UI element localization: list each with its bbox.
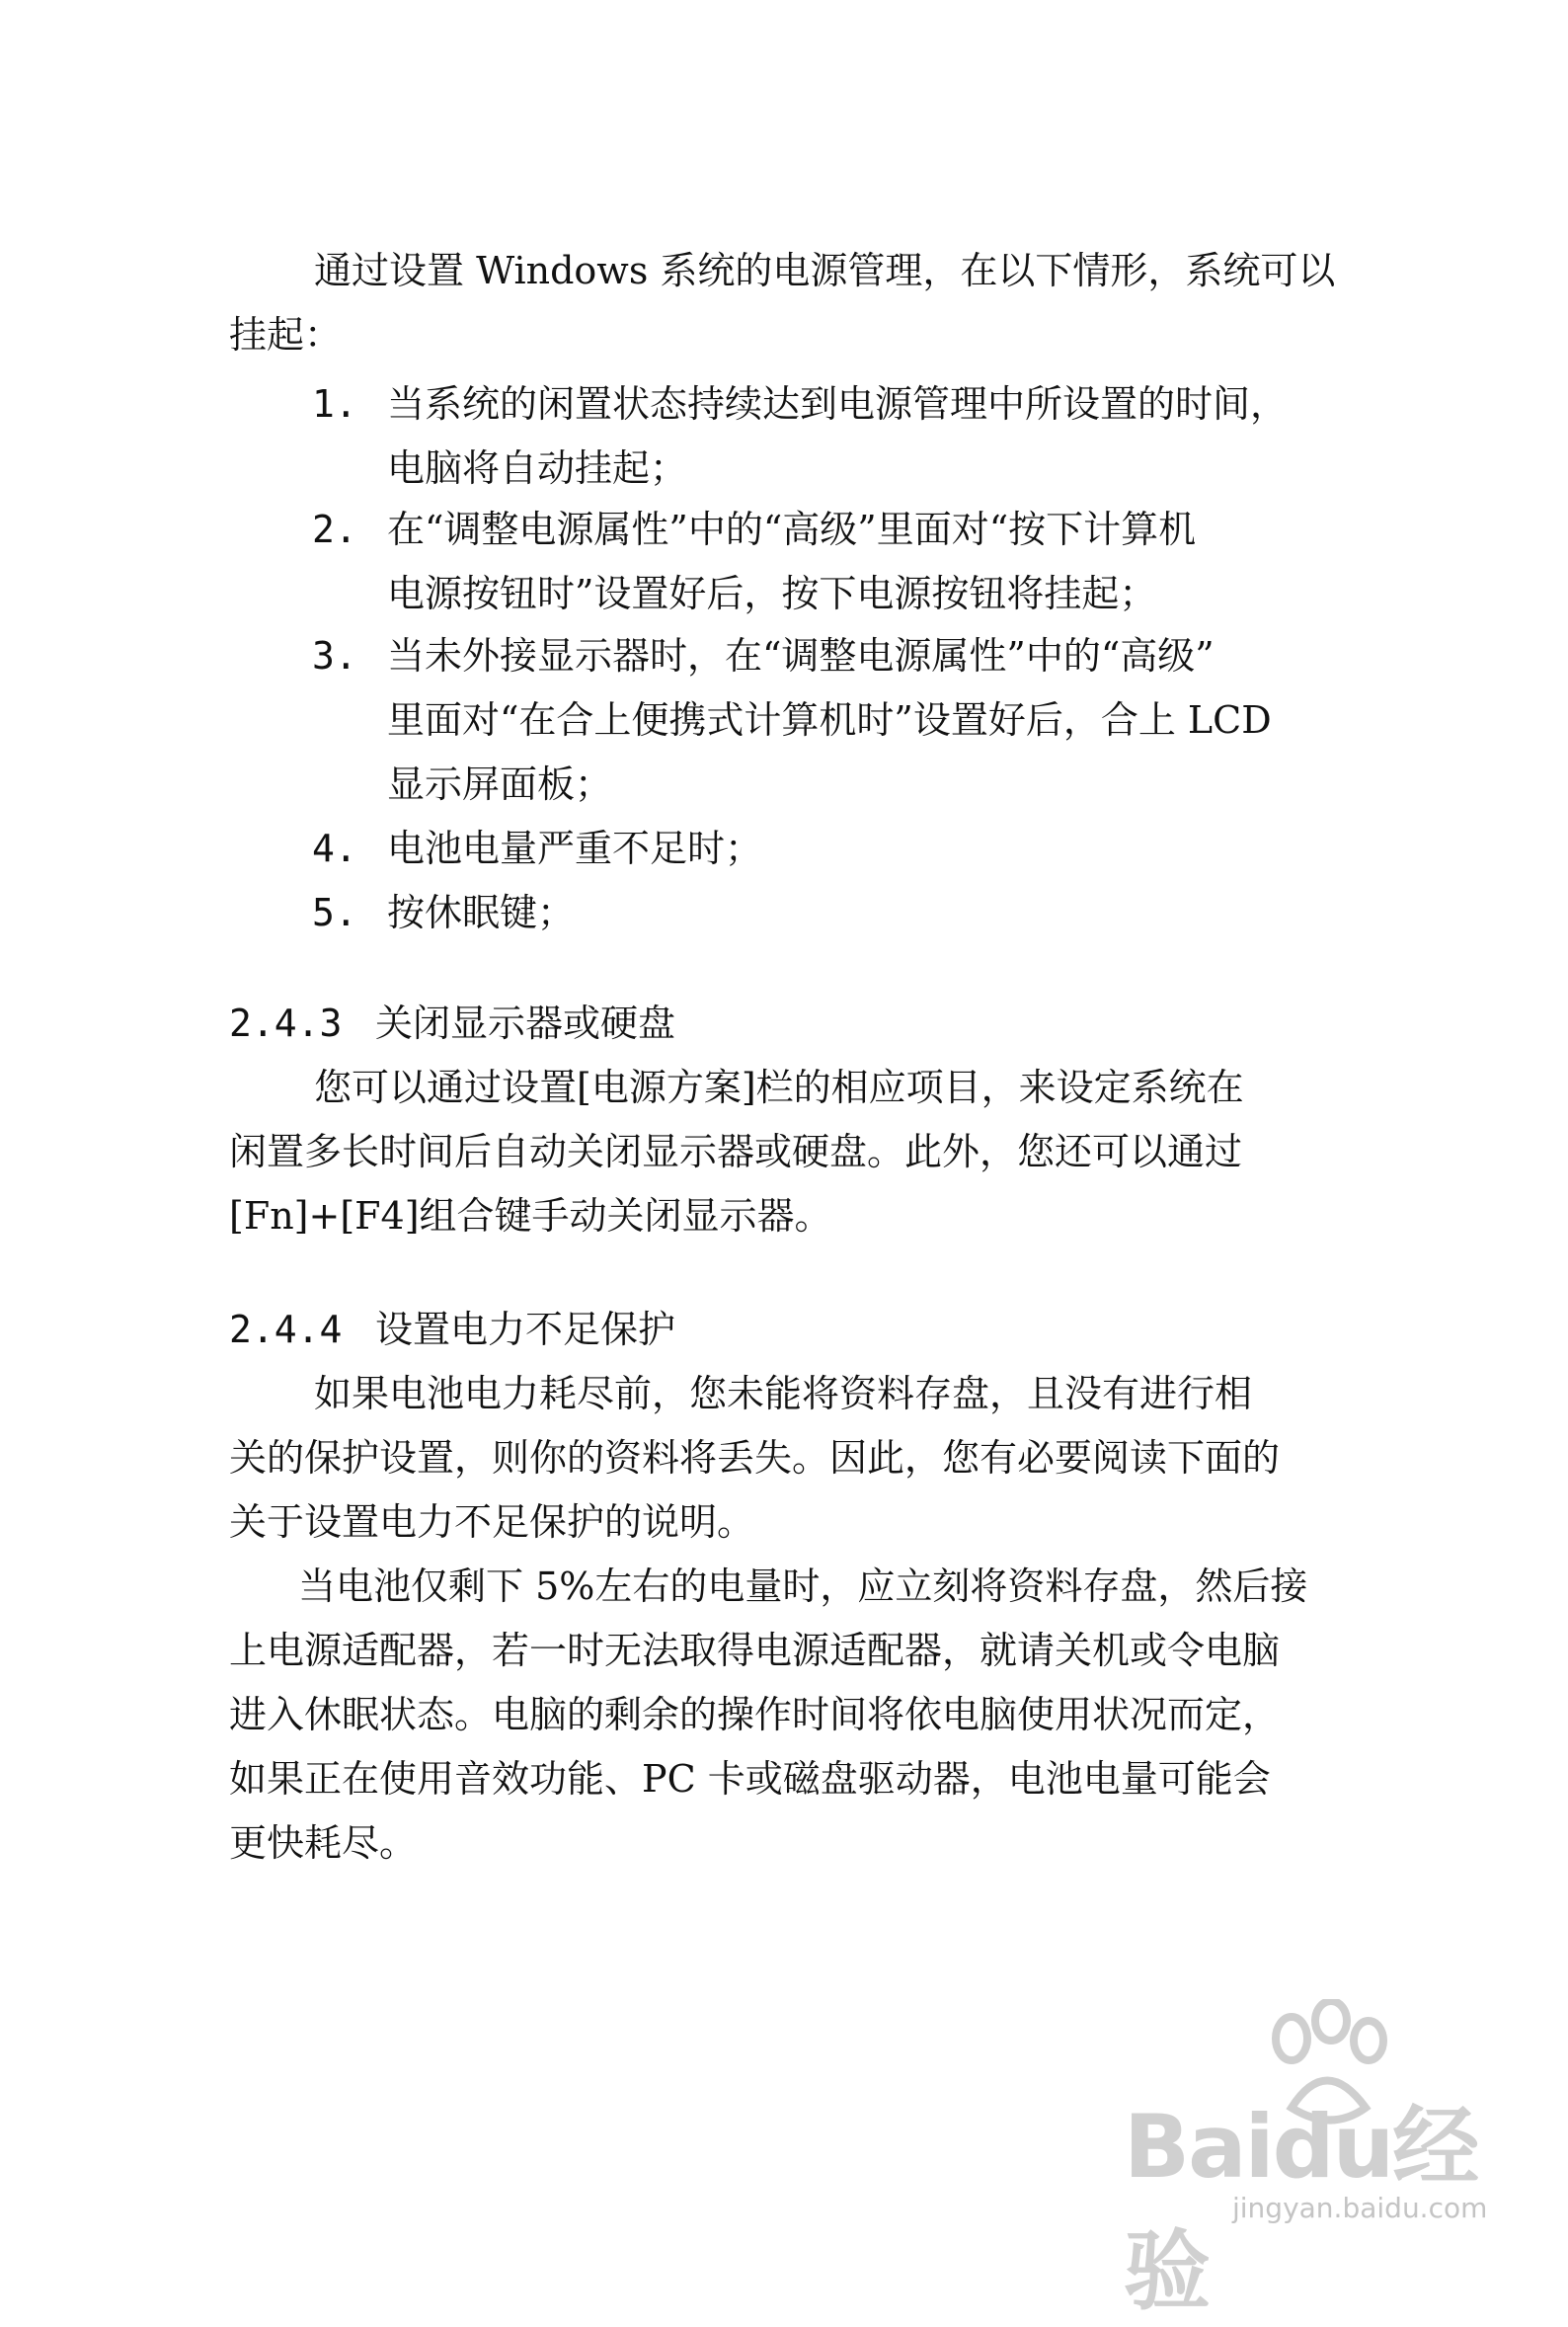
list-item-line: 当系统的闲置状态持续达到电源管理中所设置的时间，	[387, 382, 1289, 426]
paragraph-line: 上电源适配器，若一时无法取得电源适配器，就请关机或令电脑	[229, 1629, 1281, 1672]
paragraph-line: 闲置多长时间后自动关闭显示器或硬盘。此外，您还可以通过	[229, 1130, 1243, 1173]
intro-line-2: 挂起：	[229, 313, 343, 357]
paragraph-line: 如果电池电力耗尽前，您未能将资料存盘，且没有进行相	[314, 1372, 1253, 1415]
list-item-number: 4.	[312, 827, 357, 870]
section-number: 2.4.3	[229, 1002, 343, 1045]
list-item-line: 显示屏面板；	[387, 762, 613, 806]
list-item-line: 电脑将自动挂起；	[387, 446, 688, 490]
baidu-watermark	[1104, 1999, 1538, 2322]
paragraph-line: 进入休眠状态。电脑的剩余的操作时间将依电脑使用状况而定，	[229, 1693, 1281, 1736]
paragraph-line: 如果正在使用音效功能、PC 卡或磁盘驱动器，电池电量可能会	[229, 1757, 1271, 1801]
paragraph-line: 更快耗尽。	[229, 1821, 418, 1865]
paragraph-line: 当电池仅剩下 5%左右的电量时，应立刻将资料存盘，然后接	[298, 1565, 1308, 1608]
list-item-number: 3.	[312, 634, 357, 678]
section-title: 关闭显示器或硬盘	[375, 1002, 676, 1045]
section-title: 设置电力不足保护	[375, 1308, 676, 1351]
list-item-line: 电池电量严重不足时；	[387, 827, 763, 870]
section-heading-243	[229, 1000, 675, 1047]
intro-line-1: 通过设置 Windows 系统的电源管理，在以下情形，系统可以	[314, 249, 1336, 292]
list-item-line: 按休眠键；	[387, 891, 576, 934]
section-number: 2.4.4	[229, 1308, 343, 1351]
paragraph-line: 您可以通过设置[电源方案]栏的相应项目，来设定系统在	[314, 1066, 1244, 1109]
section-heading-244	[229, 1306, 675, 1353]
paragraph-line: 关的保护设置，则你的资料将丢失。因此，您有必要阅读下面的	[229, 1436, 1281, 1480]
list-item-line: 里面对“在合上便携式计算机时”设置好后，合上 LCD	[387, 698, 1272, 742]
paragraph-line: [Fn]+[F4]组合键手动关闭显示器。	[229, 1194, 832, 1238]
list-item-number: 1.	[312, 382, 357, 426]
paragraph-line: 关于设置电力不足保护的说明。	[229, 1500, 755, 1544]
watermark-url: jingyan.baidu.com	[1232, 2192, 1488, 2224]
watermark-brand: Baidu经验	[1124, 2096, 1478, 2322]
list-item-line: 在“调整电源属性”中的“高级”里面对“按下计算机	[387, 508, 1197, 551]
list-item-number: 2.	[312, 508, 357, 551]
list-item-number: 5.	[312, 891, 357, 934]
list-item-line: 当未外接显示器时，在“调整电源属性”中的“高级”	[387, 634, 1215, 678]
list-item-line: 电源按钮时”设置好后，按下电源按钮将挂起；	[387, 572, 1157, 615]
